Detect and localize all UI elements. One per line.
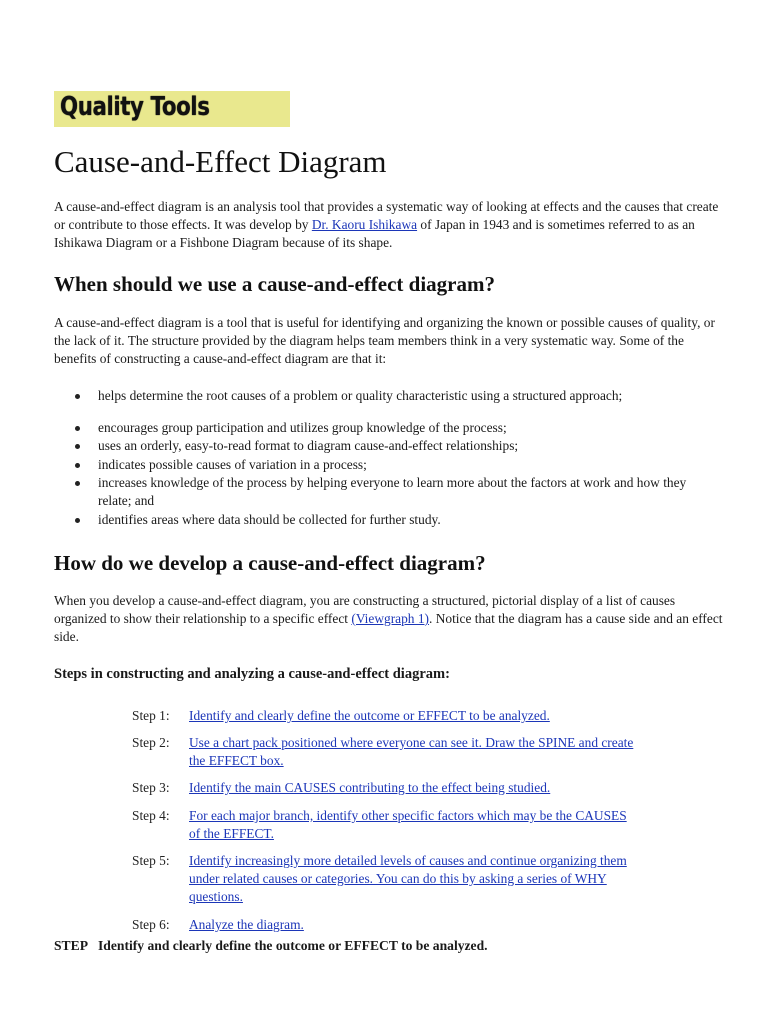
step-link[interactable]: Identify and clearly define the outcome or EFFECT to be analyzed. (189, 708, 550, 723)
viewgraph-link[interactable]: (Viewgraph 1) (351, 611, 430, 626)
step-label: Step 2: (132, 735, 170, 750)
list-item: indicates possible causes of variation in a process; (54, 456, 714, 474)
bullet-icon (75, 518, 80, 523)
how-paragraph: When you develop a cause-and-effect diagram, you are constructing a structured, pictorial display of a list of causes organized to show their relationship to a specific effect (Viewgraph 1). Notice that the diagram has a cause side and an effect side. (54, 593, 723, 644)
bullet-icon (75, 444, 80, 449)
list-item: increases knowledge of the process by helping everyone to learn more about the factors at work and how they relate; and (54, 474, 714, 510)
step-label: Step 1: (132, 708, 170, 723)
banner-title: Quality Tools (60, 92, 210, 122)
step-footer-text: Identify and clearly define the outcome or EFFECT to be analyzed. (98, 938, 488, 953)
intro-paragraph (54, 198, 724, 252)
step-link[interactable]: Analyze the diagram. (189, 917, 304, 932)
when-paragraph: A cause-and-effect diagram is a tool that is useful for identifying and organizing the known or possible causes of quality, or the lack of it. The structure provided by the diagram helps team members think in a very systematic way. Some of the benefits of constructing a cause-and-effect diagram are that it: (54, 315, 715, 366)
list-item: uses an orderly, easy-to-read format to diagram cause-and-effect relationships; (54, 437, 714, 455)
bullet-icon (75, 481, 80, 486)
step-footer-label: STEP (54, 938, 88, 953)
intro-text-after: of Japan in 1943 and is sometimes referred to as an Ishikawa Diagram or a Fishbone Diagram because of its shape. (54, 217, 695, 250)
quality-tools-banner (54, 91, 290, 127)
bullet-icon (75, 463, 80, 468)
page-title: Cause-and-Effect Diagram (54, 144, 387, 179)
step-link[interactable]: Use a chart pack positioned where everyone can see it. Draw the SPINE and create the EFFECT box. (189, 735, 634, 768)
section-heading-when: When should we use a cause-and-effect diagram? (54, 272, 495, 296)
step-label: Step 3: (132, 780, 170, 795)
ishikawa-link[interactable]: Dr. Kaoru Ishikawa (311, 217, 418, 232)
steps-heading: Steps in constructing and analyzing a cause-and-effect diagram: (54, 666, 450, 682)
step-label: Step 5: (132, 853, 170, 868)
section-heading-how: How do we develop a cause-and-effect diagram? (54, 551, 486, 575)
step-link[interactable]: Identify the main CAUSES contributing to the effect being studied. (189, 780, 551, 795)
list-item: identifies areas where data should be collected for further study. (54, 511, 714, 529)
list-item: helps determine the root causes of a problem or quality characteristic using a structured approach; (54, 387, 714, 405)
step-link[interactable]: Identify increasingly more detailed levels of causes and continue organizing them under related causes or categories. You can do this by asking a series of WHY questions. (189, 853, 627, 904)
step-label: Step 6: (132, 917, 170, 932)
list-item: encourages group participation and utilizes group knowledge of the process; (54, 419, 714, 437)
step-footer (54, 938, 488, 954)
bullet-icon (75, 426, 80, 431)
step-label: Step 4: (132, 808, 170, 823)
intro-text-before: A cause-and-effect diagram is an analysis tool that provides a systematic way of looking at effects and the causes that create or contribute to those effects. It was develop by (54, 199, 719, 232)
step-link[interactable]: For each major branch, identify other specific factors which may be the CAUSES of the EFFECT. (189, 808, 627, 841)
bullet-icon (75, 394, 80, 399)
